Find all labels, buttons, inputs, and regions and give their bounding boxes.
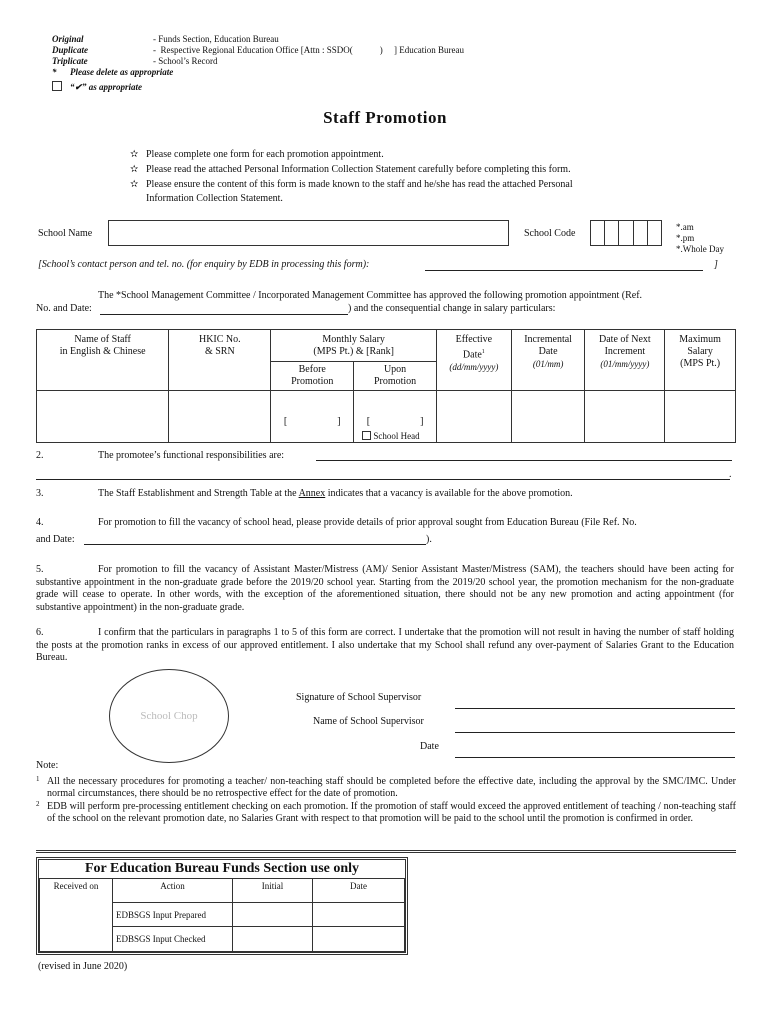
col-max-salary-header: Maximum Salary (MPS Pt.)	[665, 330, 736, 391]
col-salary-header: Monthly Salary (MPS Pt.) & [Rank]	[271, 330, 437, 362]
copy-duplicate-label: Duplicate	[52, 45, 88, 55]
cell-staff-name[interactable]	[37, 391, 169, 443]
signature-line[interactable]	[455, 708, 735, 709]
school-head-checkbox[interactable]	[362, 431, 371, 440]
instruction-1: ✫ Please complete one form for each promotion appointment.	[130, 149, 384, 160]
action-header: Action	[113, 879, 233, 903]
delete-note: * Please delete as appropriate	[52, 67, 174, 77]
copy-triplicate-label: Triplicate	[52, 56, 88, 66]
revised-note: (revised in June 2020)	[38, 961, 128, 972]
date-header: Date	[313, 879, 405, 903]
school-code-input[interactable]	[590, 220, 662, 246]
star-icon: ✫	[130, 164, 139, 175]
edb-row-checked: EDBSGS Input Checked	[113, 927, 233, 952]
copy-original-label: Original	[52, 34, 84, 44]
session-options[interactable]: *.am *.pm *.Whole Day	[676, 222, 724, 254]
para-3-text: The Staff Establishment and Strength Table at the Annex indicates that a vacancy is available for the above promotion.	[98, 488, 573, 499]
tick-note-row	[52, 81, 142, 93]
annex-link: Annex	[298, 488, 326, 499]
para-6: 6. I confirm that the particulars in paragraphs 1 to 5 of this form are correct. I undertake that the promotion will not result in having the number of staff holding the posts at the promotion ranks in excess of our approved entitlement. I also undertake that my School shall refund any over-payment of Salaries Grant to the Education Bureau.	[36, 627, 734, 663]
date-line[interactable]	[455, 757, 735, 758]
tick-note: “✔” as appropriate	[70, 82, 143, 92]
instruction-3: ✫ Please ensure the content of this form is made known to the staff and he/she has read the attached Personal	[130, 179, 573, 190]
promotion-table	[36, 329, 736, 443]
school-chop-circle[interactable]	[109, 669, 229, 763]
section-divider	[36, 850, 736, 853]
star-icon: ✫	[130, 149, 139, 160]
supervisor-name-line[interactable]	[455, 732, 735, 733]
file-ref-input-line[interactable]	[84, 544, 426, 545]
contact-label: [School’s contact person and tel. no. (for enquiry by EDB in processing this form):	[38, 259, 370, 270]
cell-salary-upon[interactable]: [ ] School Head	[354, 391, 437, 443]
para-4-num: 4.	[36, 517, 44, 528]
initial-header: Initial	[233, 879, 313, 903]
para-5: 5. For promotion to fill the vacancy of Assistant Master/Mistress (AM)/ Senior Assistant Master/Mistress (SAM), the teachers should have been acting for substantive appointment in the non-graduate grade before the 2019/20 school year. Starting from the 2019/20 school year, the promotion mechanism for the non-graduate grade will cease to operate. In other words, with the exception of the aforementioned situation, there should not be any new promotion and acting appointment (for substantive appointment) in the non-graduate grade.	[36, 564, 734, 613]
cell-hkic[interactable]	[169, 391, 271, 443]
signature-label: Signature of School Supervisor	[296, 692, 422, 703]
col-before-header: Before Promotion	[271, 362, 354, 391]
instruction-3-cont: Information Collection Statement.	[146, 193, 283, 204]
school-head-label: School Head	[373, 431, 420, 441]
col-next-increment-header: Date of Next Increment (01/mm/yyyy)	[585, 330, 665, 391]
star-icon: ✫	[130, 179, 139, 190]
school-chop-label: School Chop	[140, 710, 198, 722]
supervisor-name-label: Name of School Supervisor	[313, 716, 424, 727]
para-4-line2: and Date:	[36, 534, 75, 545]
school-code-label: School Code	[524, 228, 576, 239]
edb-table	[39, 878, 405, 952]
copy-triplicate-value: - School’s Record	[153, 56, 218, 66]
col-hkic-header: HKIC No. & SRN	[169, 330, 271, 391]
edb-prepared-date[interactable]	[313, 903, 405, 927]
para-2-text: The promotee’s functional responsibilities are:	[98, 450, 285, 461]
para-4-end: ).	[426, 534, 432, 545]
para-2-num: 2.	[36, 450, 44, 461]
school-name-input[interactable]	[108, 220, 509, 246]
col-name-header: Name of Staff in English & Chinese	[37, 330, 169, 391]
contact-input-line[interactable]	[425, 270, 703, 271]
edb-checked-initial[interactable]	[233, 927, 313, 952]
intro-line-2b: ) and the consequential change in salary particulars:	[348, 303, 556, 314]
cell-effective-date[interactable]	[436, 391, 511, 443]
edb-row-prepared: EDBSGS Input Prepared	[113, 903, 233, 927]
note-title: Note:	[36, 760, 59, 771]
col-effective-header: Effective Date$^1$ (dd/mm/yyyy)	[436, 330, 511, 391]
instruction-2: ✫ Please read the attached Personal Information Collection Statement carefully before completing this form.	[130, 164, 571, 175]
col-upon-header: Upon Promotion	[354, 362, 437, 391]
page-title: Staff Promotion	[323, 108, 447, 127]
cell-max-salary[interactable]	[665, 391, 736, 443]
copy-duplicate-value: - Respective Regional Education Office [Attn : SSDO( ) ] Education Bureau	[153, 45, 465, 55]
cell-incremental-date[interactable]	[511, 391, 585, 443]
para-3-num: 3.	[36, 488, 44, 499]
cell-salary-before[interactable]: [ ]	[271, 391, 354, 443]
school-name-label: School Name	[38, 228, 93, 239]
intro-line-1: The *School Management Committee / Incorporated Management Committee has approved the following promotion appointment (Ref.	[98, 290, 643, 301]
intro-line-2a: No. and Date:	[36, 303, 92, 314]
responsibilities-line-1[interactable]	[316, 460, 732, 461]
copy-original-value: - Funds Section, Education Bureau	[153, 34, 279, 44]
col-incremental-header: Incremental Date (01/mm)	[511, 330, 585, 391]
date-label: Date	[420, 741, 439, 752]
responsibilities-line-2[interactable]	[36, 479, 730, 480]
edb-box-title: For Education Bureau Funds Section use only	[84, 861, 360, 876]
contact-close: ]	[714, 259, 718, 270]
note-2: 2 EDB will perform pre-processing entitlement checking on each promotion. If the promotion of staff would exceed the approved entitlement of teaching / non-teaching staff of the school on the relevant promotion date, no Salaries Grant with respect to that promotion will be paid to the school until the promotion is confirmed in order.	[36, 800, 736, 824]
ref-no-input-line[interactable]	[100, 314, 348, 315]
received-on-header: Received on	[40, 879, 113, 952]
edb-checked-date[interactable]	[313, 927, 405, 952]
para-4-text: For promotion to fill the vacancy of school head, please provide details of prior approval sought from Education Bureau (File Ref. No.	[98, 517, 637, 528]
cell-next-increment[interactable]	[585, 391, 665, 443]
checkbox-icon	[52, 81, 62, 91]
edb-prepared-initial[interactable]	[233, 903, 313, 927]
para-2-end: .	[729, 469, 732, 480]
note-1: 1 All the necessary procedures for promoting a teacher/ non-teaching staff should be completed before the effective date, including the approval by the SMC/IMC. Under normal circumstances, there should be no retrospective effect for the date of promotion.	[36, 775, 736, 799]
